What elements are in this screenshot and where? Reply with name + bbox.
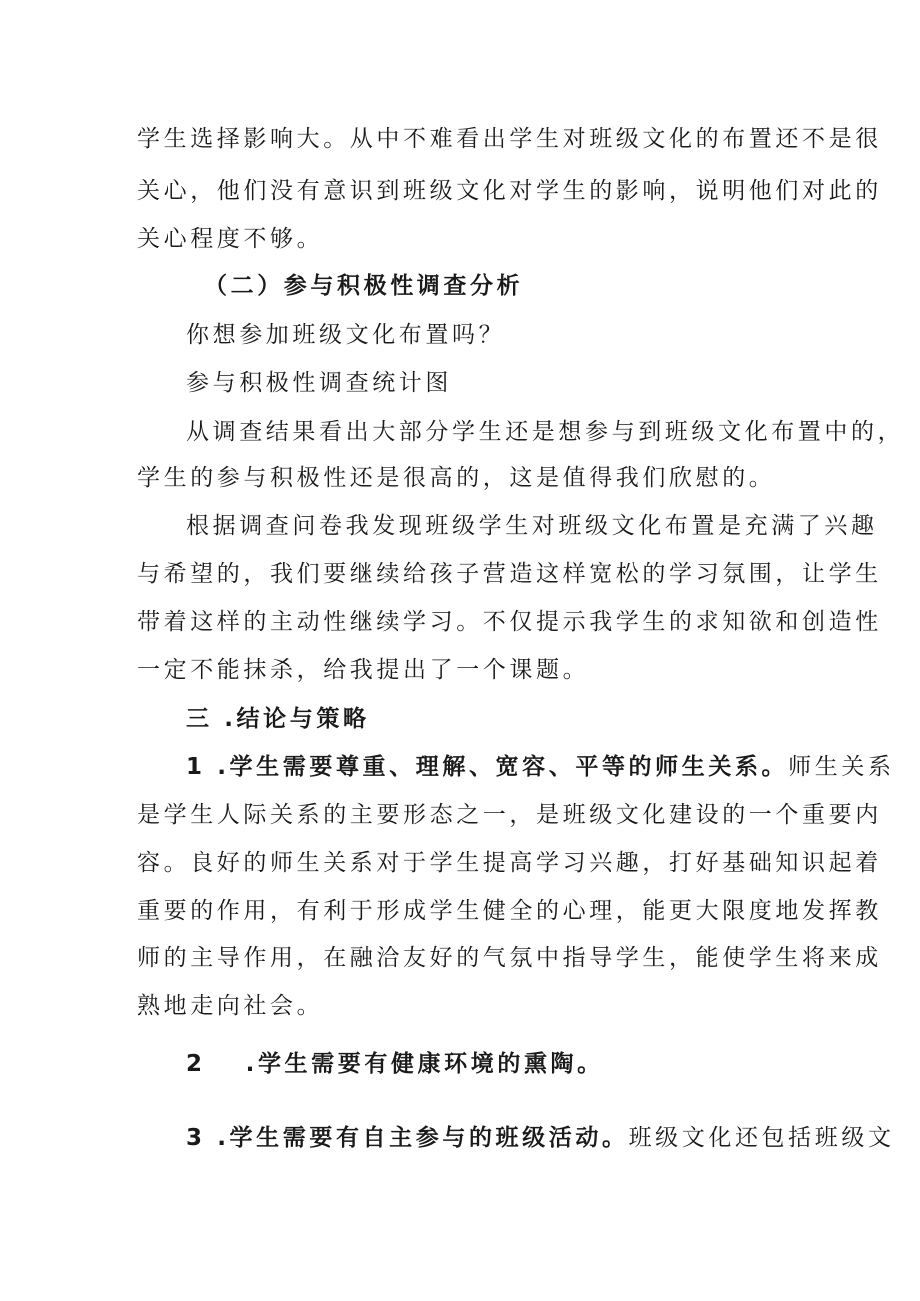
section-heading-conclusion: 三 .结论与策略 (186, 706, 370, 732)
paragraph-1-line-3: 关心程度不够。 (137, 226, 324, 252)
item-1-line-3: 容。良好的师生关系对于学生提高学习兴趣，打好基础知识起着 (137, 850, 882, 876)
chart-caption: 参与积极性调查统计图 (186, 370, 452, 396)
item-1-line-2: 是学生人际关系的主要形态之一，是班级文化建设的一个重要内 (137, 802, 882, 828)
item-1-line-5: 师的主导作用，在融洽友好的气氛中指导学生，能使学生将来成 (137, 945, 882, 971)
item-3-lead: 3 .学生需要有自主参与的班级活动。 (186, 1125, 629, 1151)
item-2 (186, 1049, 604, 1079)
paragraph-2-line-1: 从调查结果看出大部分学生还是想参与到班级文化布置中的， (186, 419, 905, 445)
item-1-first-line (186, 752, 895, 782)
item-3-rest: 班级文化还包括班级文 (628, 1125, 895, 1151)
item-1-line-4: 重要的作用，有利于形成学生健全的心理，能更大限度地发挥教 (137, 898, 882, 924)
survey-question: 你想参加班级文化布置吗？ (186, 322, 506, 348)
paragraph-2-line-2: 学生的参与积极性还是很高的，这是值得我们欣慰的。 (137, 465, 776, 491)
item-1-first-line-rest: 师生关系 (788, 754, 895, 780)
paragraph-1-line-1: 学生选择影响大。从中不难看出学生对班级文化的布置还不是很 (137, 126, 882, 152)
item-1-lead: 1 .学生需要尊重、理解、宽容、平等的师生关系。 (186, 754, 789, 780)
paragraph-3-line-4: 一定不能抹杀，给我提出了一个课题。 (137, 657, 590, 683)
item-2-number: 2 (186, 1051, 206, 1077)
paragraph-3-line-3: 带着这样的主动性继续学习。不仅提示我学生的求知欲和创造性 (137, 609, 882, 635)
section-heading-participation: （二）参与积极性调查分析 (204, 273, 524, 299)
paragraph-3-line-1: 根据调查问卷我发现班级学生对班级文化布置是充满了兴趣 (186, 513, 878, 539)
item-2-text: .学生需要有健康环境的熏陶。 (245, 1051, 604, 1077)
item-3-first-line (186, 1123, 895, 1153)
item-1-line-6: 熟地走向社会。 (137, 993, 324, 1019)
paragraph-3-line-2: 与希望的，我们要继续给孩子营造这样宽松的学习氛围，让学生 (137, 561, 882, 587)
paragraph-1-line-2: 关心，他们没有意识到班级文化对学生的影响，说明他们对此的 (137, 178, 882, 204)
